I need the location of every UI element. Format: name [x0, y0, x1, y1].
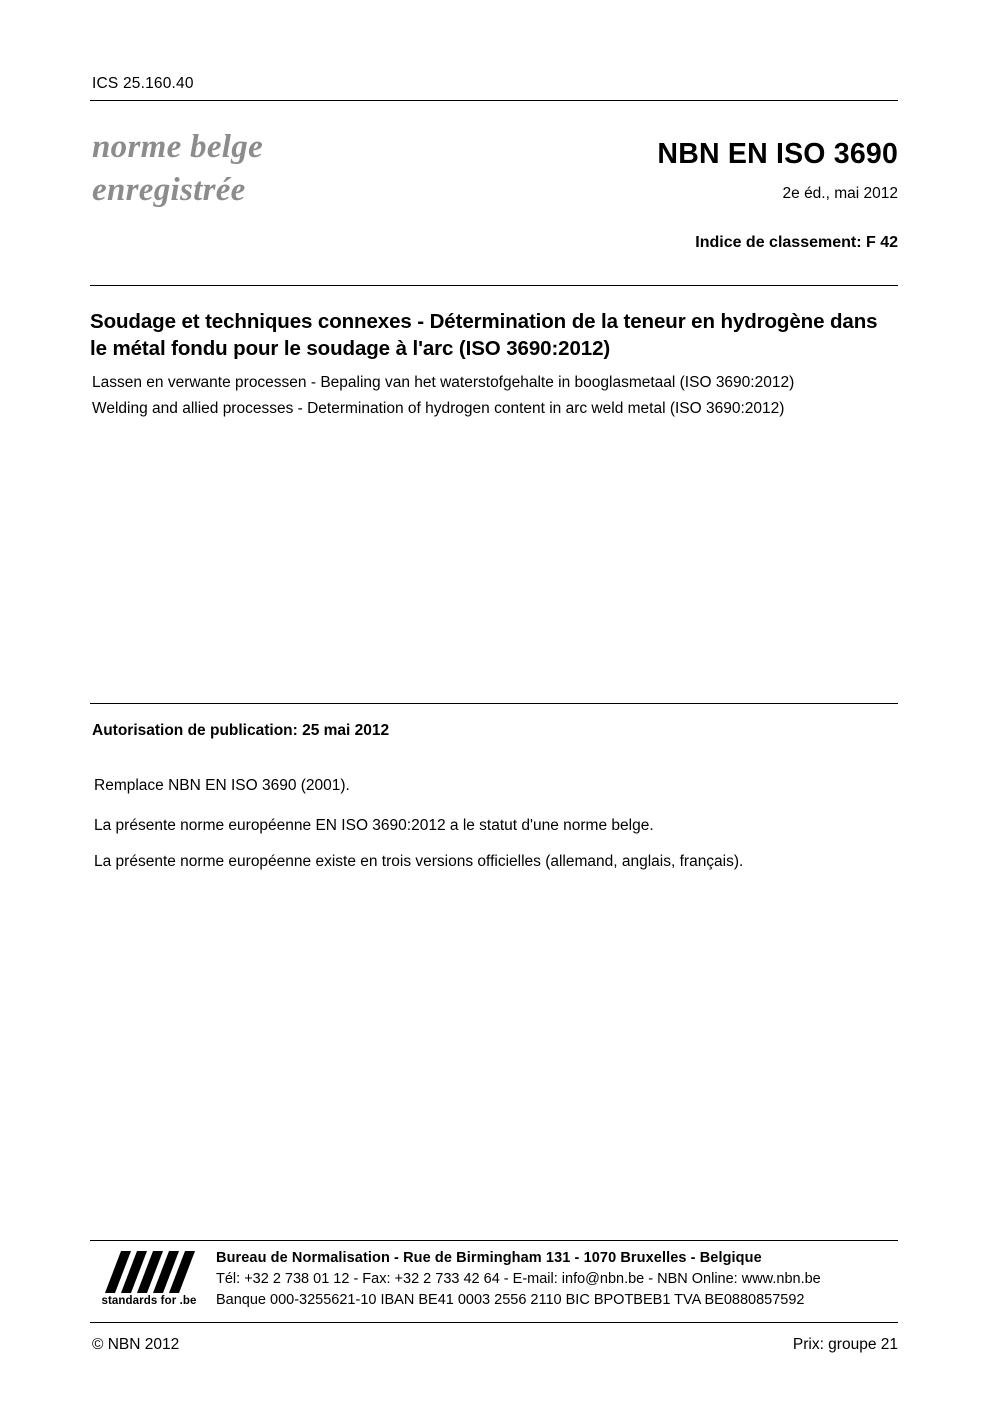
divider-publication: [90, 703, 898, 704]
standard-edition: 2e éd., mai 2012: [782, 185, 898, 202]
brand-title: [92, 126, 263, 212]
footer-address-line-2: Tél: +32 2 738 01 12 - Fax: +32 2 733 42 64 - E-mail: info@nbn.be - NBN Online: www.nbn.be: [216, 1271, 821, 1287]
divider-header: [90, 285, 898, 286]
footer-address-line-1: Bureau de Normalisation - Rue de Birmingham 131 - 1070 Bruxelles - Belgique: [216, 1250, 762, 1266]
divider-bottom: [90, 1322, 898, 1323]
nbn-logo-tagline: standards for .be: [101, 1295, 197, 1307]
title-dutch: Lassen en verwante processen - Bepaling van het waterstofgehalte in booglasmetaal (ISO 3690:2012): [92, 374, 795, 391]
title-french: Soudage et techniques connexes - Détermination de la teneur en hydrogène dans le métal fondu pour le soudage à l'arc (ISO 3690:2012): [90, 310, 878, 360]
divider-footer: [90, 1240, 898, 1241]
note-status: La présente norme européenne EN ISO 3690:2012 a le statut d'une norme belge.: [94, 817, 654, 834]
standard-number: NBN EN ISO 3690: [657, 138, 898, 170]
brand-line-2: enregistrée: [92, 172, 246, 208]
price-group: Prix: groupe 21: [792, 1336, 898, 1353]
divider-top: [90, 100, 898, 101]
page-content: [90, 0, 898, 1403]
classification-index: Indice de classement: F 42: [695, 234, 898, 251]
footer-address-line-3: Banque 000-3255621-10 IBAN BE41 0003 2556 2110 BIC BPOTBEB1 TVA BE0880857592: [216, 1292, 805, 1308]
title-english: Welding and allied processes - Determination of hydrogen content in arc weld metal (ISO 3690:2012): [92, 400, 785, 417]
authorisation-date: Autorisation de publication: 25 mai 2012: [92, 722, 390, 739]
copyright-text: © NBN 2012: [92, 1336, 180, 1353]
brand-line-1: norme belge: [92, 129, 264, 165]
note-versions: La présente norme européenne existe en trois versions officielles (allemand, anglais, français).: [94, 853, 744, 870]
footer-address: [216, 1248, 898, 1311]
nbn-logo: [90, 1249, 208, 1313]
ics-code: ICS 25.160.40: [92, 75, 194, 92]
note-replaces: Remplace NBN EN ISO 3690 (2001).: [94, 777, 350, 794]
nbn-logo-icon: [101, 1249, 197, 1293]
